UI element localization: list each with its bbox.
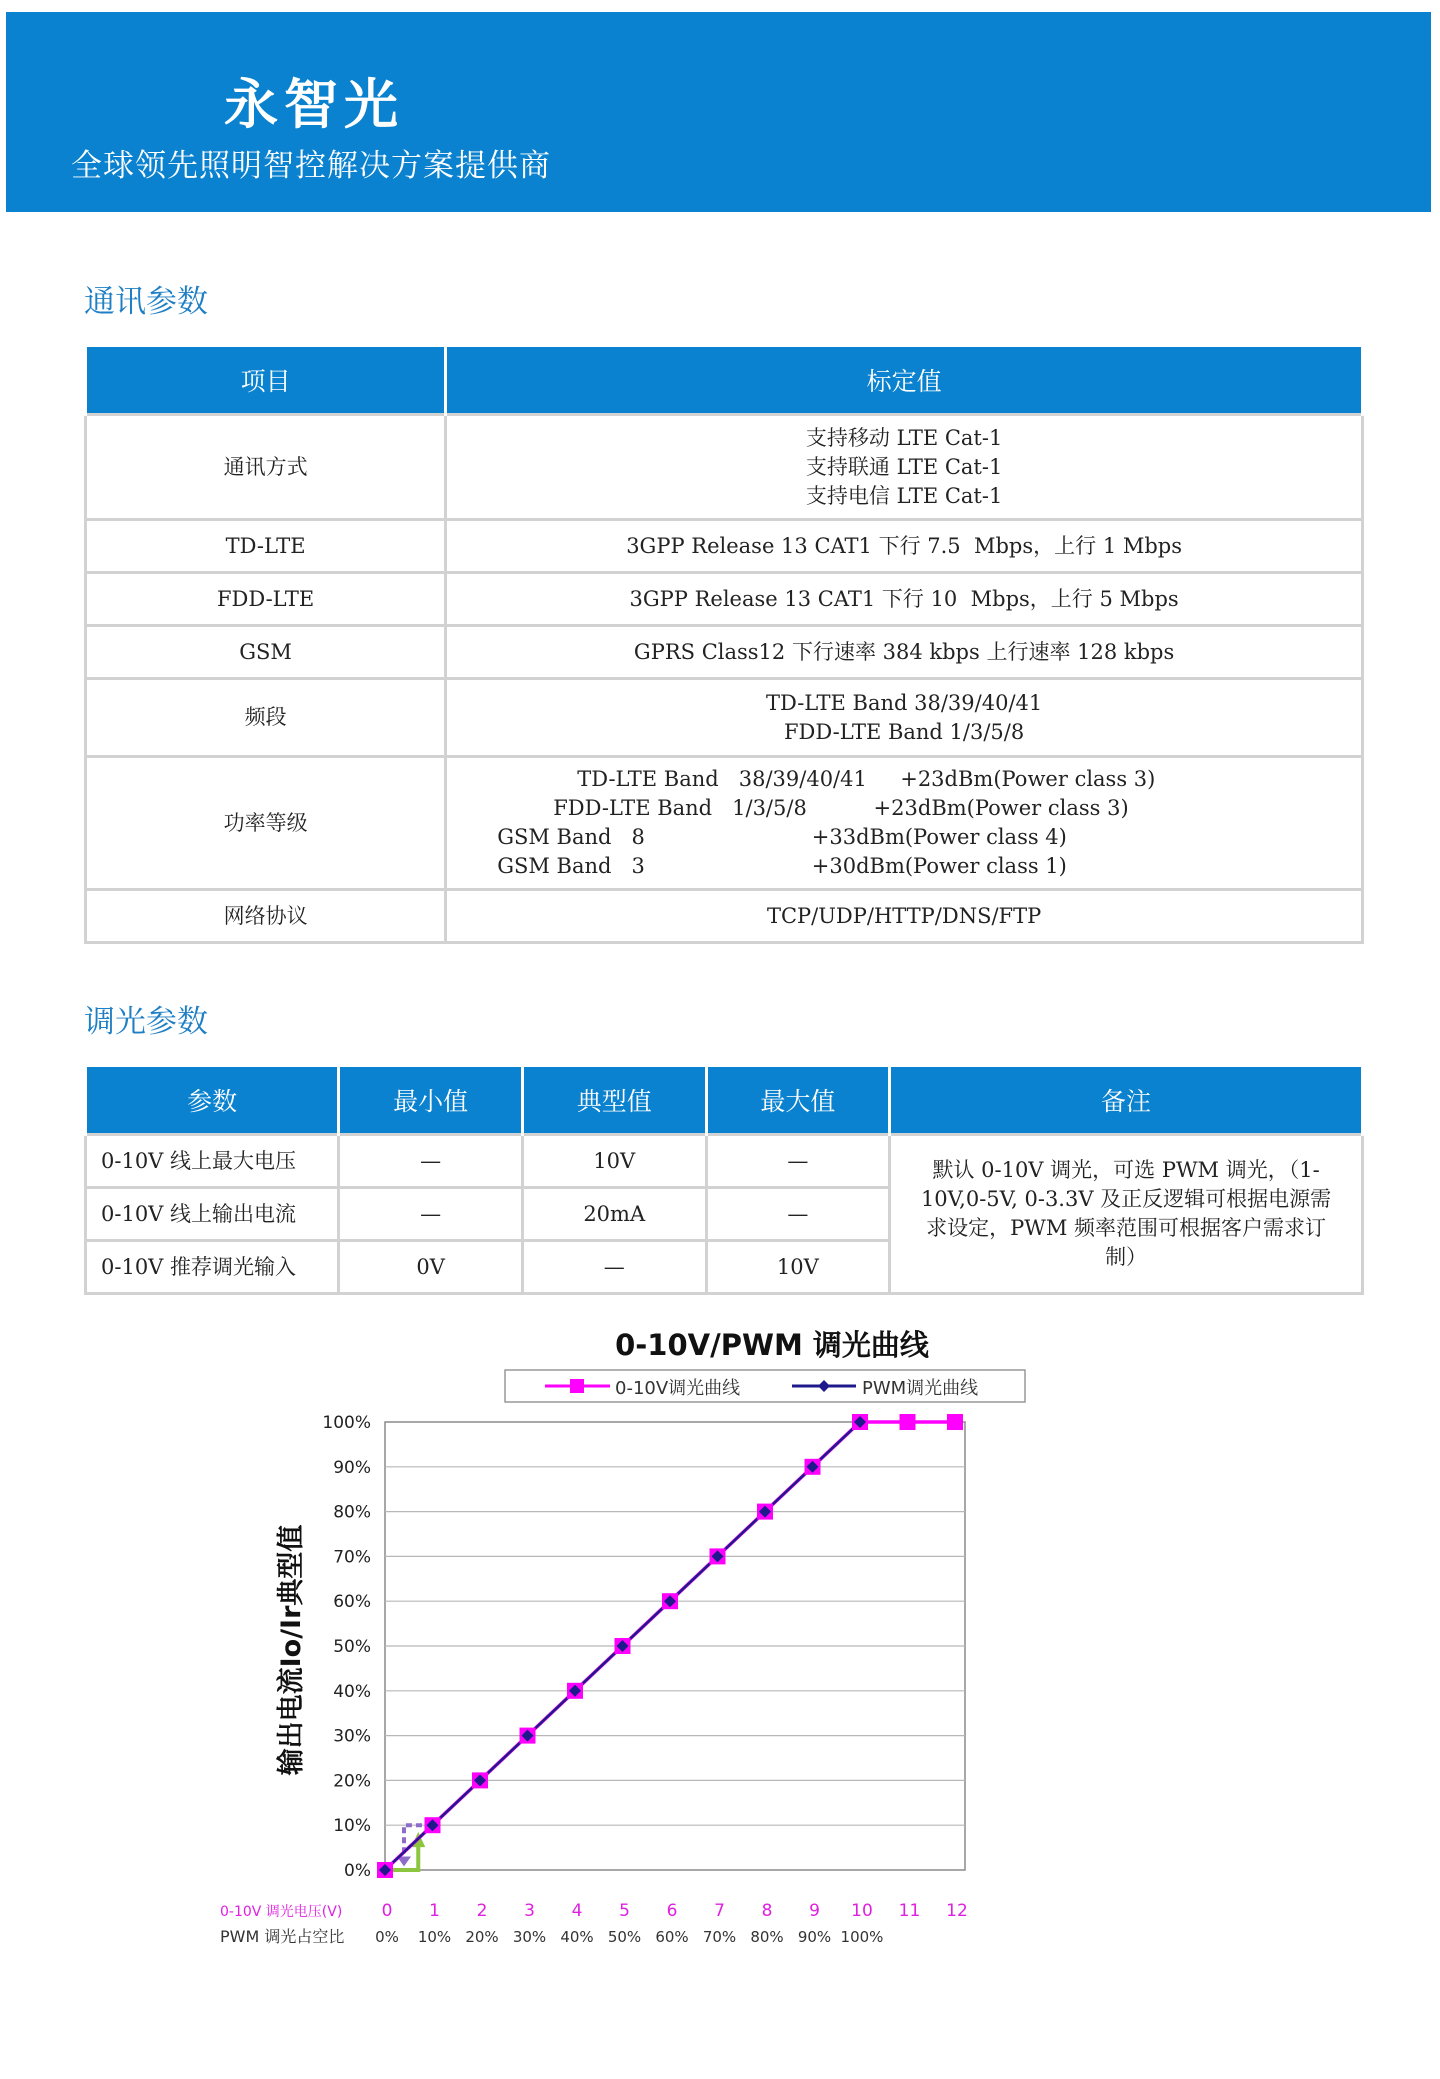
table-row [86, 573, 1363, 626]
x-tick-label-secondary: 100% [840, 1928, 884, 1946]
value-line: GPRS Class12 下行速率 384 kbps 上行速率 128 kbps [633, 639, 1175, 664]
header-typ: 典型值 [522, 1067, 706, 1135]
x-tick-label-primary: 0 [381, 1901, 393, 1921]
y-tick-label: 100% [322, 1413, 371, 1433]
param-name: 0-10V 推荐调光输入 [86, 1241, 339, 1294]
header-note: 备注 [890, 1067, 1363, 1135]
y-tick-label: 60% [333, 1592, 371, 1613]
x-tick-label-primary: 7 [714, 1901, 725, 1921]
x-tick-label-primary: 6 [666, 1901, 678, 1921]
row-label: 网络协议 [86, 890, 446, 943]
row-label: FDD-LTE [86, 573, 446, 626]
x-tick-label-primary: 8 [761, 1901, 773, 1921]
x-tick-label-secondary: 30% [512, 1928, 547, 1946]
value-line: FDD-LTE Band 1/3/5/8 [783, 719, 1025, 744]
x-tick-label-primary: 2 [476, 1901, 488, 1921]
comm-section-title: 通讯参数 [84, 284, 208, 320]
value-line: 3GPP Release 13 CAT1 下行 7.5 Mbps，上行 1 Mbps [626, 533, 1183, 558]
table-row [86, 679, 1363, 757]
brand-name: 永智光 [224, 73, 404, 136]
row-label: GSM [86, 626, 446, 679]
table-row [86, 757, 1363, 890]
note-cell: 默认 0-10V 调光，可选 PWM 调光，（1-10V,0-5V, 0-3.3V 及正反逻辑可根据电源需求设定，PWM 频率范围可根据客户需求订制） [890, 1135, 1363, 1294]
table-row [86, 520, 1363, 573]
y-tick-label: 0% [344, 1861, 371, 1881]
typ-value: 10V [522, 1135, 706, 1188]
min-value: — [339, 1135, 523, 1188]
y-tick-label: 20% [333, 1771, 371, 1792]
param-name: 0-10V 线上输出电流 [86, 1188, 339, 1241]
min-value: 0V [339, 1241, 523, 1294]
data-point-square [900, 1414, 916, 1430]
row-value [446, 626, 1363, 679]
header-value: 标定值 [446, 347, 1363, 415]
row-value [446, 520, 1363, 573]
value-line: TD-LTE Band 38/39/40/41 +23dBm(Power class 3) [577, 767, 1156, 791]
x-tick-label-secondary: 50% [607, 1928, 642, 1946]
min-value: — [339, 1188, 523, 1241]
data-point-square [947, 1414, 963, 1430]
y-tick-label: 90% [333, 1457, 371, 1478]
table-row [86, 890, 1363, 943]
value-line: GSM Band 3 +30dBm(Power class 1) [497, 854, 1067, 878]
x-tick-label-secondary: 70% [702, 1928, 737, 1946]
table-row [86, 1135, 1363, 1188]
chart-svg [200, 1310, 1200, 1970]
row-value [446, 890, 1363, 943]
chart-legend [505, 1370, 1025, 1402]
chart-grid [385, 1422, 965, 1870]
header-item: 项目 [86, 347, 446, 415]
x-tick-label-secondary: 80% [750, 1928, 784, 1946]
x-tick-label-secondary: 20% [465, 1928, 499, 1946]
y-tick-label: 70% [333, 1547, 371, 1568]
row-label: TD-LTE [86, 520, 446, 573]
max-value: — [706, 1135, 890, 1188]
header-max: 最大值 [706, 1067, 890, 1135]
x-tick-label-secondary: 40% [560, 1928, 594, 1946]
x-tick-label-secondary: 10% [417, 1928, 452, 1946]
legend-marker-series-0 [570, 1379, 584, 1393]
x-tick-label-primary: 10 [851, 1901, 873, 1921]
table-row [86, 415, 1363, 520]
x-tick-label-primary: 4 [571, 1901, 583, 1921]
row-value [446, 679, 1363, 757]
typ-value: — [522, 1241, 706, 1294]
row-label: 功率等级 [86, 757, 446, 890]
x-tick-label-secondary: 0% [375, 1928, 399, 1946]
row-value [446, 415, 1363, 520]
row-label: 通讯方式 [86, 415, 446, 520]
table-row [86, 626, 1363, 679]
value-line: FDD-LTE Band 1/3/5/8 +23dBm(Power class 3) [553, 796, 1129, 820]
y-tick-label: 50% [333, 1637, 371, 1657]
y-tick-label: 30% [333, 1726, 371, 1747]
x-tick-label-primary: 11 [898, 1901, 921, 1921]
value-line: 支持电信 LTE Cat-1 [805, 483, 1003, 508]
header-min: 最小值 [339, 1067, 523, 1135]
brand-slogan: 全球领先照明智控解决方案提供商 [71, 148, 551, 184]
x-tick-label-primary: 1 [429, 1901, 440, 1921]
legend-label-series-0: 0-10V调光曲线 [615, 1378, 741, 1399]
dim-section-title: 调光参数 [84, 1004, 208, 1040]
row-label: 频段 [86, 679, 446, 757]
y-tick-label: 80% [333, 1502, 371, 1523]
row-value [446, 573, 1363, 626]
x-tick-label-primary: 9 [809, 1901, 820, 1921]
dim-params-table [84, 1067, 1364, 1295]
y-axis-label: 输出电流Io/Ir典型值 [276, 1524, 307, 1776]
param-name: 0-10V 线上最大电压 [86, 1135, 339, 1188]
value-line: GSM Band 8 +33dBm(Power class 4) [497, 825, 1067, 849]
x-axis-label-primary: 0-10V 调光电压(V) [220, 1904, 343, 1920]
value-line: 支持移动 LTE Cat-1 [805, 425, 1003, 450]
y-tick-label: 40% [333, 1681, 371, 1702]
value-line: TD-LTE Band 38/39/40/41 [765, 690, 1043, 715]
x-tick-label-secondary: 90% [797, 1928, 832, 1946]
value-line: TCP/UDP/HTTP/DNS/FTP [766, 903, 1042, 928]
x-axis-label-secondary: PWM 调光占空比 [220, 1927, 345, 1946]
chart-title: 0-10V/PWM 调光曲线 [615, 1328, 929, 1362]
value-line: 支持联通 LTE Cat-1 [805, 454, 1003, 479]
x-tick-label-secondary: 60% [655, 1928, 689, 1946]
header-param: 参数 [86, 1067, 339, 1135]
max-value: — [706, 1188, 890, 1241]
x-tick-label-primary: 5 [619, 1901, 630, 1921]
max-value: 10V [706, 1241, 890, 1294]
value-line: 3GPP Release 13 CAT1 下行 10 Mbps，上行 5 Mbps [629, 586, 1179, 611]
comm-params-table [84, 347, 1364, 944]
dimming-chart [200, 1310, 1200, 1970]
row-value [446, 757, 1363, 890]
x-tick-label-primary: 3 [524, 1901, 535, 1921]
x-tick-label-primary: 12 [946, 1901, 968, 1921]
y-tick-label: 10% [333, 1816, 371, 1837]
typ-value: 20mA [522, 1188, 706, 1241]
header-banner [6, 12, 1431, 212]
legend-label-series-1: PWM调光曲线 [862, 1378, 979, 1399]
